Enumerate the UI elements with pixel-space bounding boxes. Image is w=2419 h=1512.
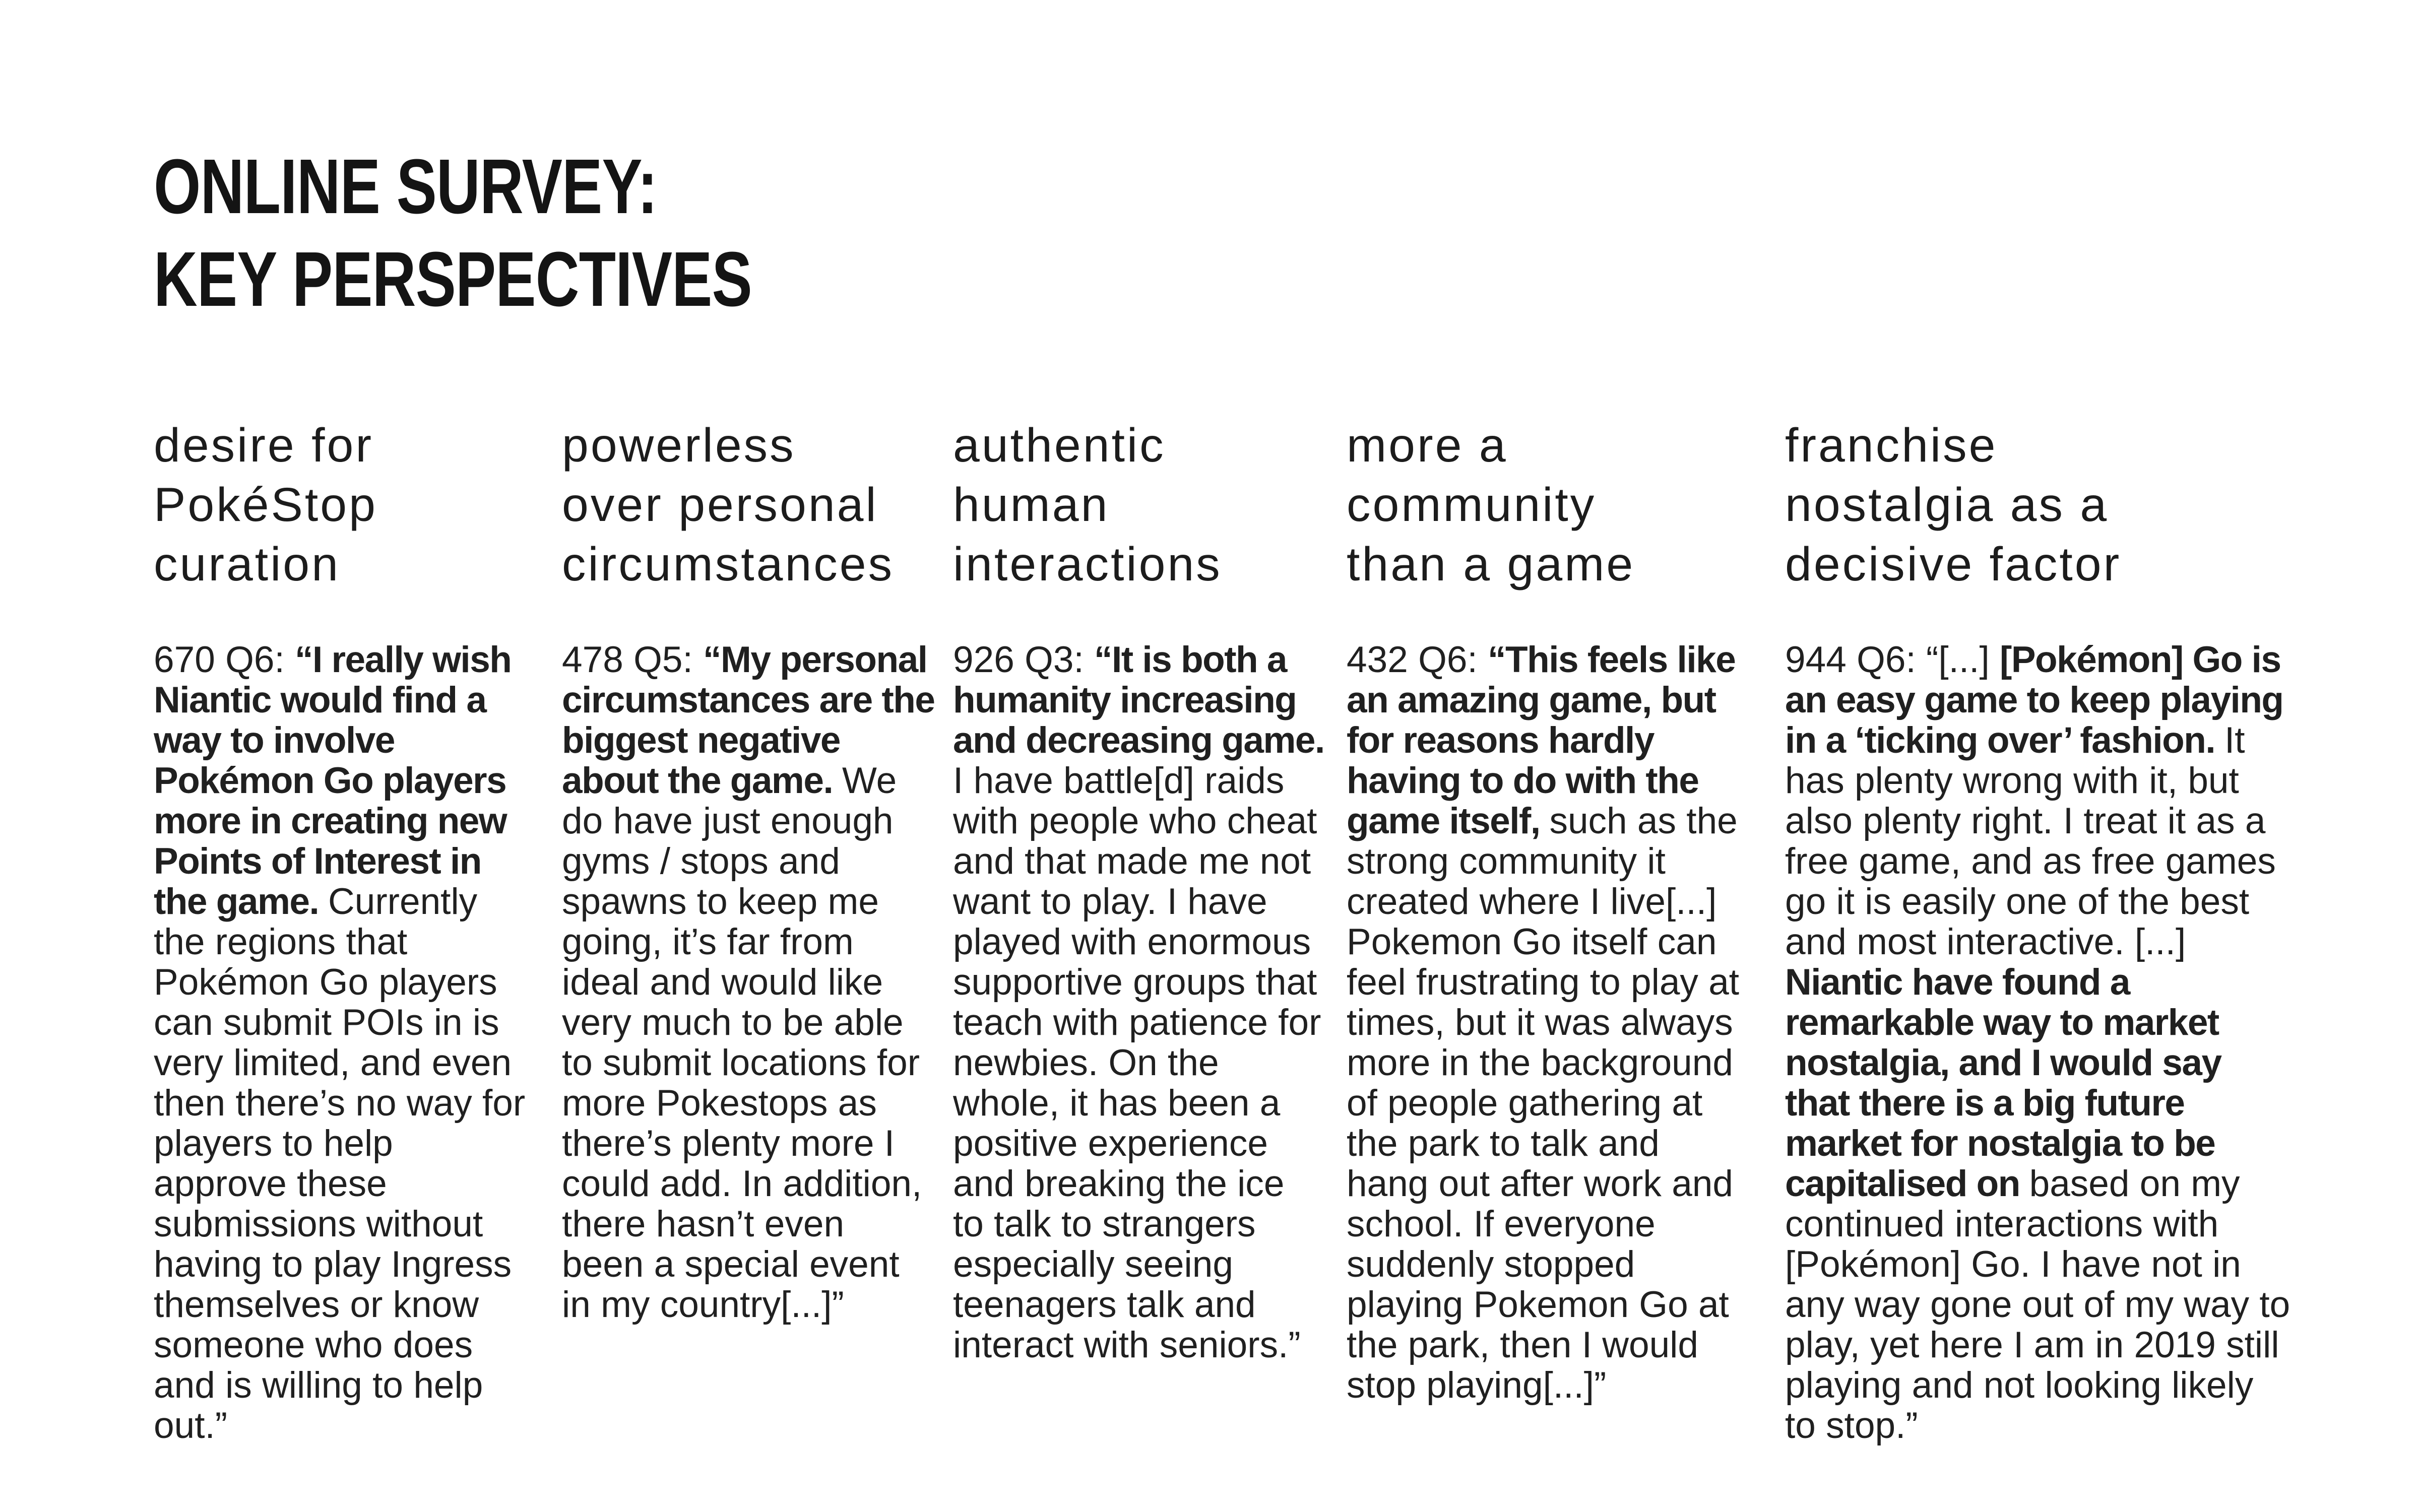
title-line-1: ONLINE SURVEY: bbox=[154, 143, 658, 230]
quote-emphasis: “It is both a humanity increasing and decreasing game. bbox=[953, 639, 1324, 761]
column-franchise-nostalgia bbox=[1785, 416, 2294, 1483]
quote-text: It has plenty wrong with it, but also plenty right. I treat it as a free game, and as free games go it is easily one of the best and most interactive. [...] bbox=[1785, 720, 2276, 962]
column-heading bbox=[1347, 416, 1750, 594]
column-pokestop-curation bbox=[154, 416, 527, 1483]
quote-text: Currently the regions that Pokémon Go players can submit POIs in is very limited, and even then there’s no way for players to help approve these submissions without having to play Ingress themselves or know someone who does and is willing to help out.” bbox=[154, 881, 526, 1446]
quote-paragraph bbox=[154, 640, 527, 1446]
heading-line: human bbox=[953, 478, 1110, 532]
page-title bbox=[154, 140, 752, 325]
quote-paragraph bbox=[562, 640, 936, 1325]
quote-paragraph bbox=[1347, 640, 1750, 1406]
heading-line: than a game bbox=[1347, 538, 1635, 591]
heading-line: nostalgia as a bbox=[1785, 478, 2109, 532]
quote-prefix: 670 Q6: bbox=[154, 639, 295, 680]
heading-line: interactions bbox=[953, 538, 1222, 591]
heading-line: more a bbox=[1347, 419, 1508, 472]
quote-prefix: 432 Q6: bbox=[1347, 639, 1488, 680]
quote-text: such as the strong community it created where I live[...] Pokemon Go itself can feel frustrating to play at times, but it was always more in the background of people gathering at the park to talk and hang out after work and school. If everyone suddenly stopped playing Pokemon Go at the park, then I would stop playing[...]” bbox=[1347, 801, 1740, 1406]
quote-emphasis: “I really wish Niantic would find a way to involve Pokémon Go players more in creating new Points of Interest in the game. bbox=[154, 639, 512, 922]
quote-prefix: 926 Q3: bbox=[953, 639, 1095, 680]
quote-emphasis: “This feels like an amazing game, but for reasons hardly having to do with the game itself, bbox=[1347, 639, 1736, 841]
quote-prefix: 944 Q6: “[...] bbox=[1785, 639, 2000, 680]
quote-emphasis: Niantic have found a remarkable way to market nostalgia, and I would say that there is a big future market for nostalgia to be capitalised on bbox=[1785, 962, 2221, 1204]
heading-line: PokéStop bbox=[154, 478, 377, 532]
quote-text: We do have just enough gyms / stops and spawns to keep me going, it’s far from ideal and would like very much to be able to submit locations for more Pokestops as there’s plenty more I could add. In addition, there hasn’t even been a special event in my country[...]” bbox=[562, 760, 922, 1325]
quote-paragraph bbox=[1785, 640, 2294, 1446]
quote-text: based on my continued interactions with [Pokémon] Go. I have not in any way gone out of my way to play, yet here I am in 2019 still playing and not looking likely to stop.” bbox=[1785, 1163, 2290, 1446]
column-heading bbox=[953, 416, 1325, 594]
column-heading bbox=[154, 416, 527, 594]
quote-paragraph bbox=[953, 640, 1325, 1365]
quote-prefix: 478 Q5: bbox=[562, 639, 704, 680]
heading-line: authentic bbox=[953, 419, 1166, 472]
heading-line: desire for bbox=[154, 419, 374, 472]
column-human-interactions bbox=[953, 416, 1325, 1402]
column-community-over-game bbox=[1347, 416, 1750, 1442]
heading-line: curation bbox=[154, 538, 340, 591]
heading-line: powerless bbox=[562, 419, 796, 472]
quote-emphasis: “My personal circumstances are the biggest negative about the game. bbox=[562, 639, 935, 801]
column-personal-circumstances bbox=[562, 416, 936, 1362]
heading-line: decisive factor bbox=[1785, 538, 2122, 591]
heading-line: franchise bbox=[1785, 419, 1998, 472]
column-heading bbox=[1785, 416, 2294, 594]
quote-text: I have battle[d] raids with people who cheat and that made me not want to play. I have played with enormous supportive groups that teach with patience for newbies. On the whole, it has been a positive experience and breaking the ice to talk to strangers especially seeing teenagers talk and interact with seniors.” bbox=[953, 760, 1321, 1365]
title-line-2: KEY PERSPECTIVES bbox=[154, 236, 752, 322]
heading-line: community bbox=[1347, 478, 1597, 532]
column-heading bbox=[562, 416, 936, 594]
heading-line: over personal bbox=[562, 478, 878, 532]
heading-line: circumstances bbox=[562, 538, 895, 591]
quote-emphasis: [Pokémon] Go is an easy game to keep playing in a ‘ticking over’ fashion. bbox=[1785, 639, 2283, 761]
